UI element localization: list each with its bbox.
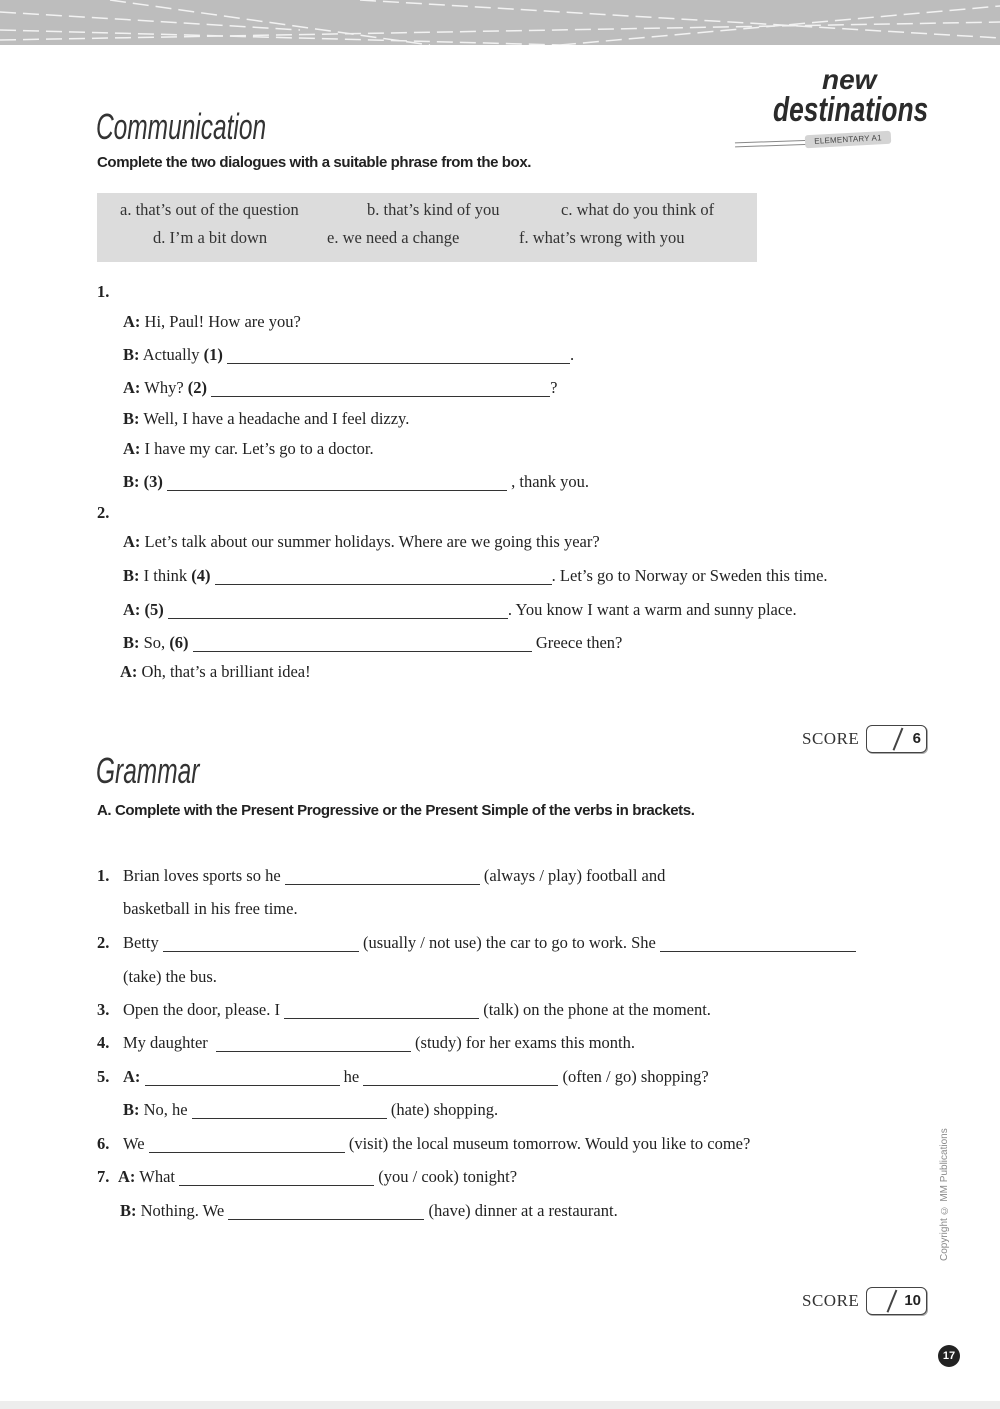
grammar-instruction: A. Complete with the Present Progressive or the Present Simple of the verbs in brackets. (97, 802, 695, 819)
answer-blank-4[interactable] (215, 584, 552, 585)
gap-number: (1) (203, 345, 223, 364)
line-text-after: , thank you. (511, 472, 590, 491)
item-text: (often / go) shopping? (562, 1067, 709, 1086)
dialogue-1-line-4 (123, 408, 409, 430)
dialogue-1-line-2 (123, 344, 574, 366)
grammar-item-1-continued (123, 898, 298, 920)
item-number: 3. (97, 1000, 110, 1019)
line-text: So, (143, 633, 166, 652)
item-text: (you / cook) tonight? (378, 1167, 518, 1186)
grammar-blank-6[interactable] (145, 1085, 340, 1086)
line-text: Actually (142, 345, 200, 364)
grammar-blank-11[interactable] (228, 1219, 424, 1220)
line-text: Let’s talk about our summer holidays. Where are we going this year? (144, 532, 600, 551)
item-text: (take) the bus. (123, 967, 217, 986)
answer-blank-1[interactable] (227, 363, 570, 364)
grammar-blank-8[interactable] (192, 1118, 387, 1119)
item-text: (talk) on the phone at the moment. (483, 1000, 711, 1019)
speaker-label: B: (123, 566, 140, 585)
dialogue-1-line-1 (123, 311, 301, 333)
phrase-a: a. that’s out of the question (120, 200, 299, 219)
item-text: No, he (143, 1100, 188, 1119)
line-text-after: ? (550, 378, 558, 397)
phrase-c: c. what do you think of (561, 200, 715, 219)
speaker-label: A: (123, 600, 141, 619)
speaker-label: B: (123, 472, 140, 491)
header-band (0, 0, 1000, 45)
item-text: My daughter (123, 1033, 208, 1052)
speaker-label: A: (118, 1167, 136, 1186)
grammar-item-5-reply (123, 1099, 498, 1121)
item-number: 1. (97, 866, 110, 885)
item-text: (have) dinner at a restaurant. (428, 1201, 618, 1220)
dialogue-2-line-4 (123, 632, 622, 654)
score-max: 6 (912, 730, 921, 747)
line-text: I think (143, 566, 188, 585)
communication-score-label: SCORE (802, 729, 860, 748)
item-text: Open the door, please. I (123, 1000, 280, 1019)
grammar-blank-10[interactable] (179, 1185, 374, 1186)
phrase-b: b. that’s kind of you (367, 200, 500, 219)
line-text-after: . (570, 345, 575, 364)
communication-instruction: Complete the two dialogues with a suitable phrase from the box. (97, 154, 532, 171)
grammar-item-3 (97, 999, 711, 1021)
grammar-item-7 (97, 1166, 517, 1188)
score-slash (887, 1290, 897, 1313)
item-text: (study) for her exams this month. (415, 1033, 635, 1052)
item-text: (hate) shopping. (390, 1100, 499, 1119)
item-text: We (123, 1134, 145, 1153)
grammar-item-2 (97, 932, 856, 954)
item-text: basketball in his free time. (123, 899, 298, 918)
communication-heading: Communication (96, 106, 267, 147)
dialogue-2-line-1 (123, 531, 600, 553)
header-background (0, 0, 1000, 45)
grammar-heading: Grammar (96, 750, 200, 791)
grammar-score-label: SCORE (802, 1291, 860, 1310)
grammar-item-5 (97, 1066, 709, 1088)
dialogue-2-line-5 (120, 661, 311, 683)
answer-blank-2[interactable] (211, 396, 550, 397)
page-bottom-edge (0, 1401, 1000, 1409)
dialogue-1-line-3 (123, 377, 557, 399)
gap-number: (6) (169, 633, 189, 652)
item-number: 2. (97, 933, 110, 952)
logo-new-text: new (822, 64, 877, 95)
gap-number: (5) (144, 600, 164, 619)
speaker-label: B: (123, 1100, 140, 1119)
gap-number: (4) (191, 566, 211, 585)
answer-blank-5[interactable] (168, 618, 508, 619)
gap-number: (3) (143, 472, 163, 491)
logo-destinations-text: destinations (773, 91, 929, 129)
grammar-item-6 (97, 1133, 750, 1155)
speaker-label: B: (123, 633, 140, 652)
item-text: Brian loves sports so he (123, 866, 281, 885)
item-number: 4. (97, 1033, 110, 1052)
answer-blank-6[interactable] (193, 651, 532, 652)
grammar-item-7-reply (120, 1200, 618, 1222)
phrase-box (97, 193, 757, 262)
speaker-label: A: (123, 312, 141, 331)
item-text: Nothing. We (140, 1201, 225, 1220)
grammar-score-box (866, 1287, 927, 1315)
item-text: he (343, 1067, 360, 1086)
dialogue-1-number: 1. (97, 282, 110, 301)
item-text: (usually / not use) the car to go to work. She (363, 933, 656, 952)
copyright-notice: Copyright © MM Publications (939, 1128, 950, 1262)
page-number: 17 (938, 1345, 960, 1367)
grammar-blank-7[interactable] (363, 1085, 558, 1086)
speaker-label: A: (123, 532, 141, 551)
logo-underline (735, 140, 815, 148)
line-text: Oh, that’s a brilliant idea! (141, 662, 311, 681)
speaker-label: A: (123, 378, 141, 397)
item-number: 5. (97, 1067, 110, 1086)
dialogue-2-number: 2. (97, 503, 110, 522)
line-text: Well, I have a headache and I feel dizzy. (143, 409, 410, 428)
phrase-f: f. what’s wrong with you (519, 228, 685, 247)
grammar-blank-4[interactable] (284, 1018, 479, 1019)
grammar-item-1 (97, 865, 665, 887)
grammar-blank-9[interactable] (149, 1152, 345, 1153)
speaker-label: A: (123, 439, 141, 458)
dialogue-1-line-5 (123, 438, 374, 460)
phrase-e: e. we need a change (327, 228, 460, 247)
line-text: Why? (144, 378, 184, 397)
item-text: What (139, 1167, 175, 1186)
grammar-blank-1[interactable] (285, 884, 480, 885)
speaker-label: A: (120, 662, 138, 681)
score-max: 10 (904, 1292, 921, 1309)
grammar-item-4 (97, 1032, 635, 1054)
speaker-label: B: (123, 409, 140, 428)
dialogue-2-line-3 (123, 599, 797, 621)
line-text: I have my car. Let’s go to a doctor. (144, 439, 374, 458)
grammar-item-2-continued (123, 966, 217, 988)
line-text-after: Greece then? (535, 633, 623, 652)
score-slash (893, 728, 903, 751)
dialogue-2-line-2 (123, 565, 828, 587)
line-text-after: . You know I want a warm and sunny place. (507, 600, 797, 619)
gap-number: (2) (187, 378, 208, 397)
item-text: Betty (123, 933, 159, 952)
phrase-d: d. I’m a bit down (153, 228, 268, 247)
item-text: (always / play) football and (483, 866, 666, 885)
speaker-label: A: (123, 1067, 141, 1086)
line-text: Hi, Paul! How are you? (144, 312, 301, 331)
item-text: (visit) the local museum tomorrow. Would you like to come? (348, 1134, 751, 1153)
level-badge: ELEMENTARY A1 (805, 131, 892, 148)
answer-blank-3[interactable] (167, 490, 507, 491)
speaker-label: B: (120, 1201, 137, 1220)
communication-score-box (866, 725, 927, 753)
dialogue-1-line-6 (123, 471, 589, 493)
grammar-blank-3[interactable] (660, 951, 856, 952)
grammar-blank-5[interactable] (216, 1051, 411, 1052)
speaker-label: B: (123, 345, 140, 364)
header-pattern (0, 0, 1000, 45)
item-number: 7. (97, 1167, 110, 1186)
item-number: 6. (97, 1134, 110, 1153)
line-text-after: . Let’s go to Norway or Sweden this time. (551, 566, 828, 585)
grammar-blank-2[interactable] (163, 951, 359, 952)
